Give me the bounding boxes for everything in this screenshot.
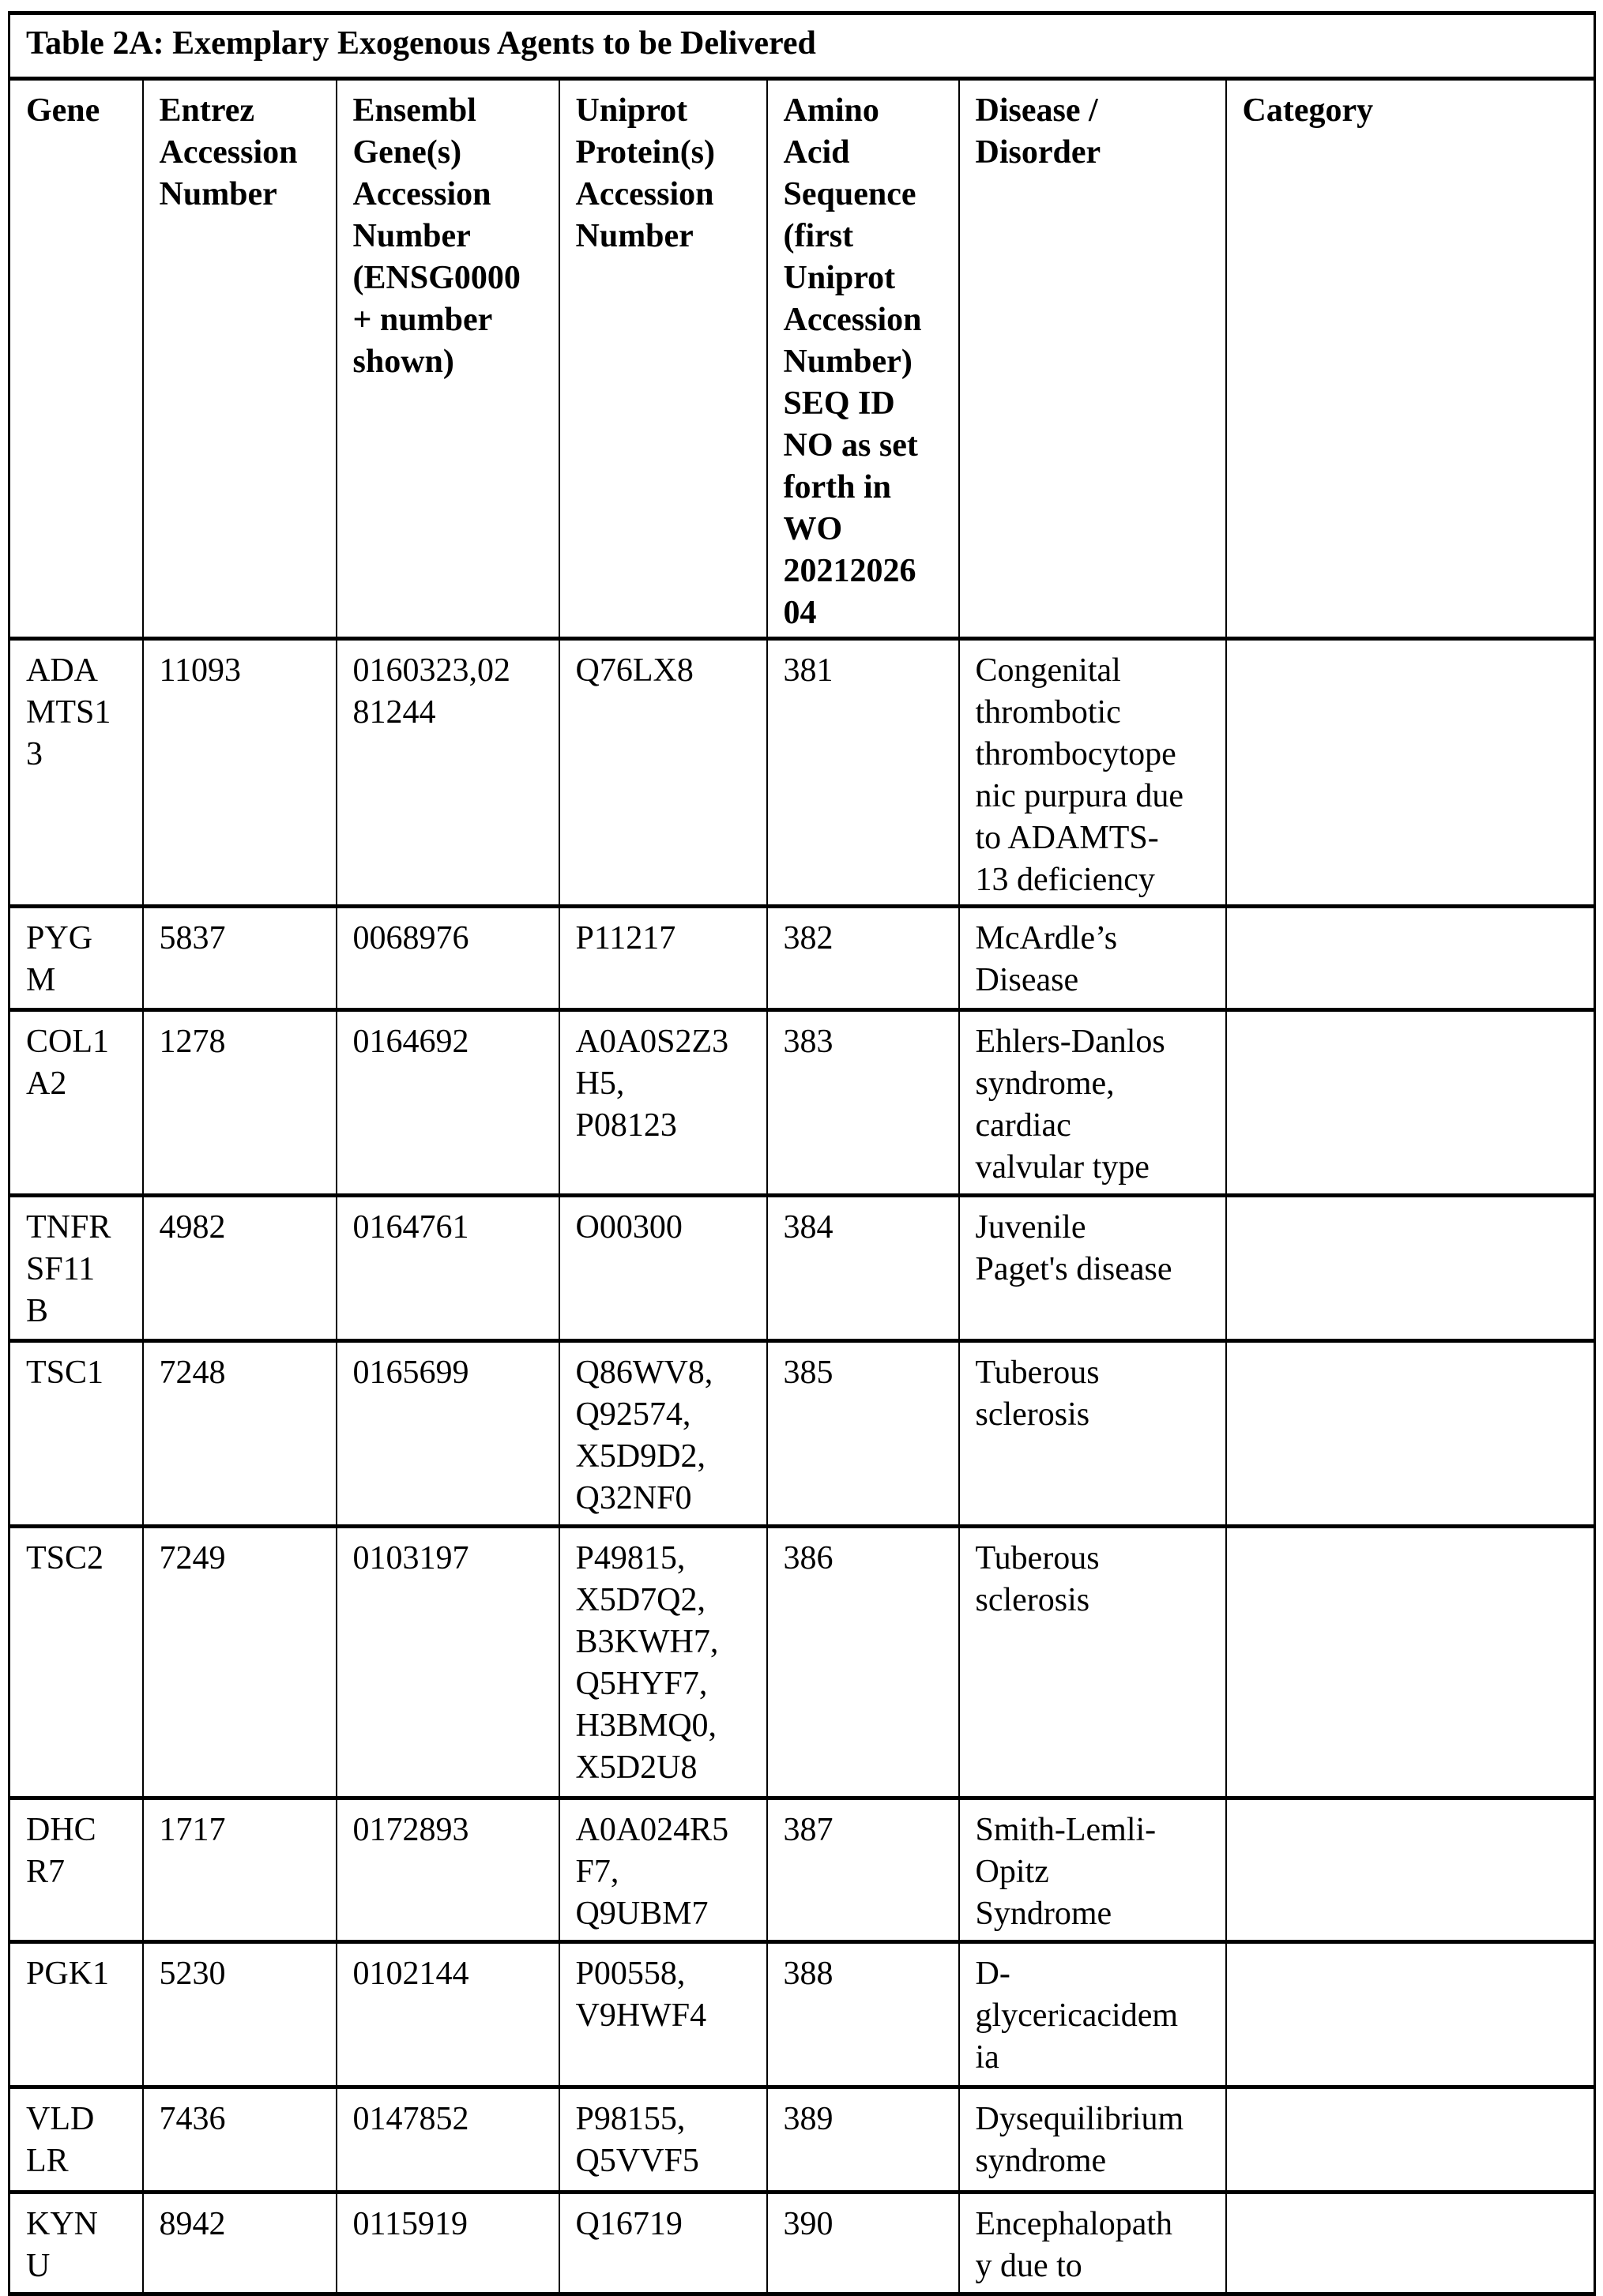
cell-ensembl: 0164692 [337, 1010, 559, 1196]
header-disease: Disease / Disorder [959, 79, 1226, 639]
cell-seq: 388 [767, 1942, 959, 2087]
cell-uniprot: P98155, Q5VVF5 [559, 2087, 767, 2193]
table-row [9, 1798, 1595, 1942]
cell-gene: VLD LR [9, 2087, 143, 2193]
cell-entrez: 7249 [143, 1527, 337, 1798]
cell-ensembl: 0160323,02 81244 [337, 639, 559, 907]
header-row [9, 79, 1595, 639]
cell-disease: Juvenile Paget's disease [959, 1196, 1226, 1341]
cell-ensembl: 0102144 [337, 1942, 559, 2087]
cell-entrez: 11093 [143, 639, 337, 907]
cell-category [1226, 639, 1595, 907]
cell-entrez: 5837 [143, 907, 337, 1010]
cell-ensembl: 0172893 [337, 1798, 559, 1942]
cell-gene: TNFR SF11 B [9, 1196, 143, 1341]
cell-gene: TSC2 [9, 1527, 143, 1798]
cell-seq: 382 [767, 907, 959, 1010]
title-row [9, 13, 1595, 79]
cell-entrez: 4982 [143, 1196, 337, 1341]
cell-seq: 381 [767, 639, 959, 907]
cell-entrez: 1717 [143, 1798, 337, 1942]
cell-uniprot: P00558, V9HWF4 [559, 1942, 767, 2087]
cell-ensembl: 0068976 [337, 907, 559, 1010]
cell-disease: D- glycericacidem ia [959, 1942, 1226, 2087]
cell-ensembl: 0165699 [337, 1341, 559, 1527]
cell-seq: 387 [767, 1798, 959, 1942]
cell-uniprot: Q76LX8 [559, 639, 767, 907]
cell-ensembl: 0115919 [337, 2193, 559, 2294]
cell-ensembl: 0164761 [337, 1196, 559, 1341]
table-row [9, 1341, 1595, 1527]
table-title: Table 2A: Exemplary Exogenous Agents to be Delivered [9, 13, 1595, 79]
header-category: Category [1226, 79, 1595, 639]
header-ensembl: Ensembl Gene(s) Accession Number (ENSG0000 + number shown) [337, 79, 559, 639]
cell-entrez: 8942 [143, 2193, 337, 2294]
table-row [9, 1942, 1595, 2087]
cell-ensembl: 0103197 [337, 1527, 559, 1798]
table-row [9, 639, 1595, 907]
cell-disease: McArdle’s Disease [959, 907, 1226, 1010]
table-row [9, 1196, 1595, 1341]
cell-category [1226, 1942, 1595, 2087]
cell-category [1226, 1527, 1595, 1798]
table-row [9, 2193, 1595, 2294]
cell-entrez: 7436 [143, 2087, 337, 2193]
cell-entrez: 1278 [143, 1010, 337, 1196]
cell-disease: Congenital thrombotic thrombocytope nic purpura due to ADAMTS- 13 deficiency [959, 639, 1226, 907]
cell-seq: 385 [767, 1341, 959, 1527]
cell-category [1226, 1010, 1595, 1196]
cell-seq: 383 [767, 1010, 959, 1196]
cell-entrez: 5230 [143, 1942, 337, 2087]
cell-gene: DHC R7 [9, 1798, 143, 1942]
cell-uniprot: P11217 [559, 907, 767, 1010]
table-row [9, 2087, 1595, 2193]
cell-category [1226, 2087, 1595, 2193]
cell-gene: KYN U [9, 2193, 143, 2294]
cell-category [1226, 907, 1595, 1010]
cell-category [1226, 1341, 1595, 1527]
cell-disease: Tuberous sclerosis [959, 1527, 1226, 1798]
table-row [9, 907, 1595, 1010]
cell-category [1226, 2193, 1595, 2294]
cell-disease: Dysequilibrium syndrome [959, 2087, 1226, 2193]
cell-disease: Tuberous sclerosis [959, 1341, 1226, 1527]
table-row [9, 1010, 1595, 1196]
cell-category [1226, 1798, 1595, 1942]
cell-gene: PGK1 [9, 1942, 143, 2087]
cell-category [1226, 1196, 1595, 1341]
header-entrez: Entrez Accession Number [143, 79, 337, 639]
header-uniprot: Uniprot Protein(s) Accession Number [559, 79, 767, 639]
cell-entrez: 7248 [143, 1341, 337, 1527]
cell-gene: TSC1 [9, 1341, 143, 1527]
cell-ensembl: 0147852 [337, 2087, 559, 2193]
cell-seq: 390 [767, 2193, 959, 2294]
cell-gene: PYG M [9, 907, 143, 1010]
exogenous-agents-table [8, 11, 1596, 2296]
cell-uniprot: A0A0S2Z3 H5, P08123 [559, 1010, 767, 1196]
header-sequence: Amino Acid Sequence (first Uniprot Accession Number) SEQ ID NO as set forth in WO 20212026 04 [767, 79, 959, 639]
cell-disease: Ehlers-Danlos syndrome, cardiac valvular type [959, 1010, 1226, 1196]
cell-uniprot: P49815, X5D7Q2, B3KWH7, Q5HYF7, H3BMQ0, X5D2U8 [559, 1527, 767, 1798]
cell-gene: COL1 A2 [9, 1010, 143, 1196]
cell-seq: 389 [767, 2087, 959, 2193]
cell-seq: 386 [767, 1527, 959, 1798]
cell-uniprot: Q86WV8, Q92574, X5D9D2, Q32NF0 [559, 1341, 767, 1527]
header-gene: Gene [9, 79, 143, 639]
cell-uniprot: Q16719 [559, 2193, 767, 2294]
cell-disease: Encephalopath y due to [959, 2193, 1226, 2294]
cell-uniprot: A0A024R5 F7, Q9UBM7 [559, 1798, 767, 1942]
cell-seq: 384 [767, 1196, 959, 1341]
cell-disease: Smith-Lemli- Opitz Syndrome [959, 1798, 1226, 1942]
cell-gene: ADA MTS1 3 [9, 639, 143, 907]
cell-uniprot: O00300 [559, 1196, 767, 1341]
table-row [9, 1527, 1595, 1798]
